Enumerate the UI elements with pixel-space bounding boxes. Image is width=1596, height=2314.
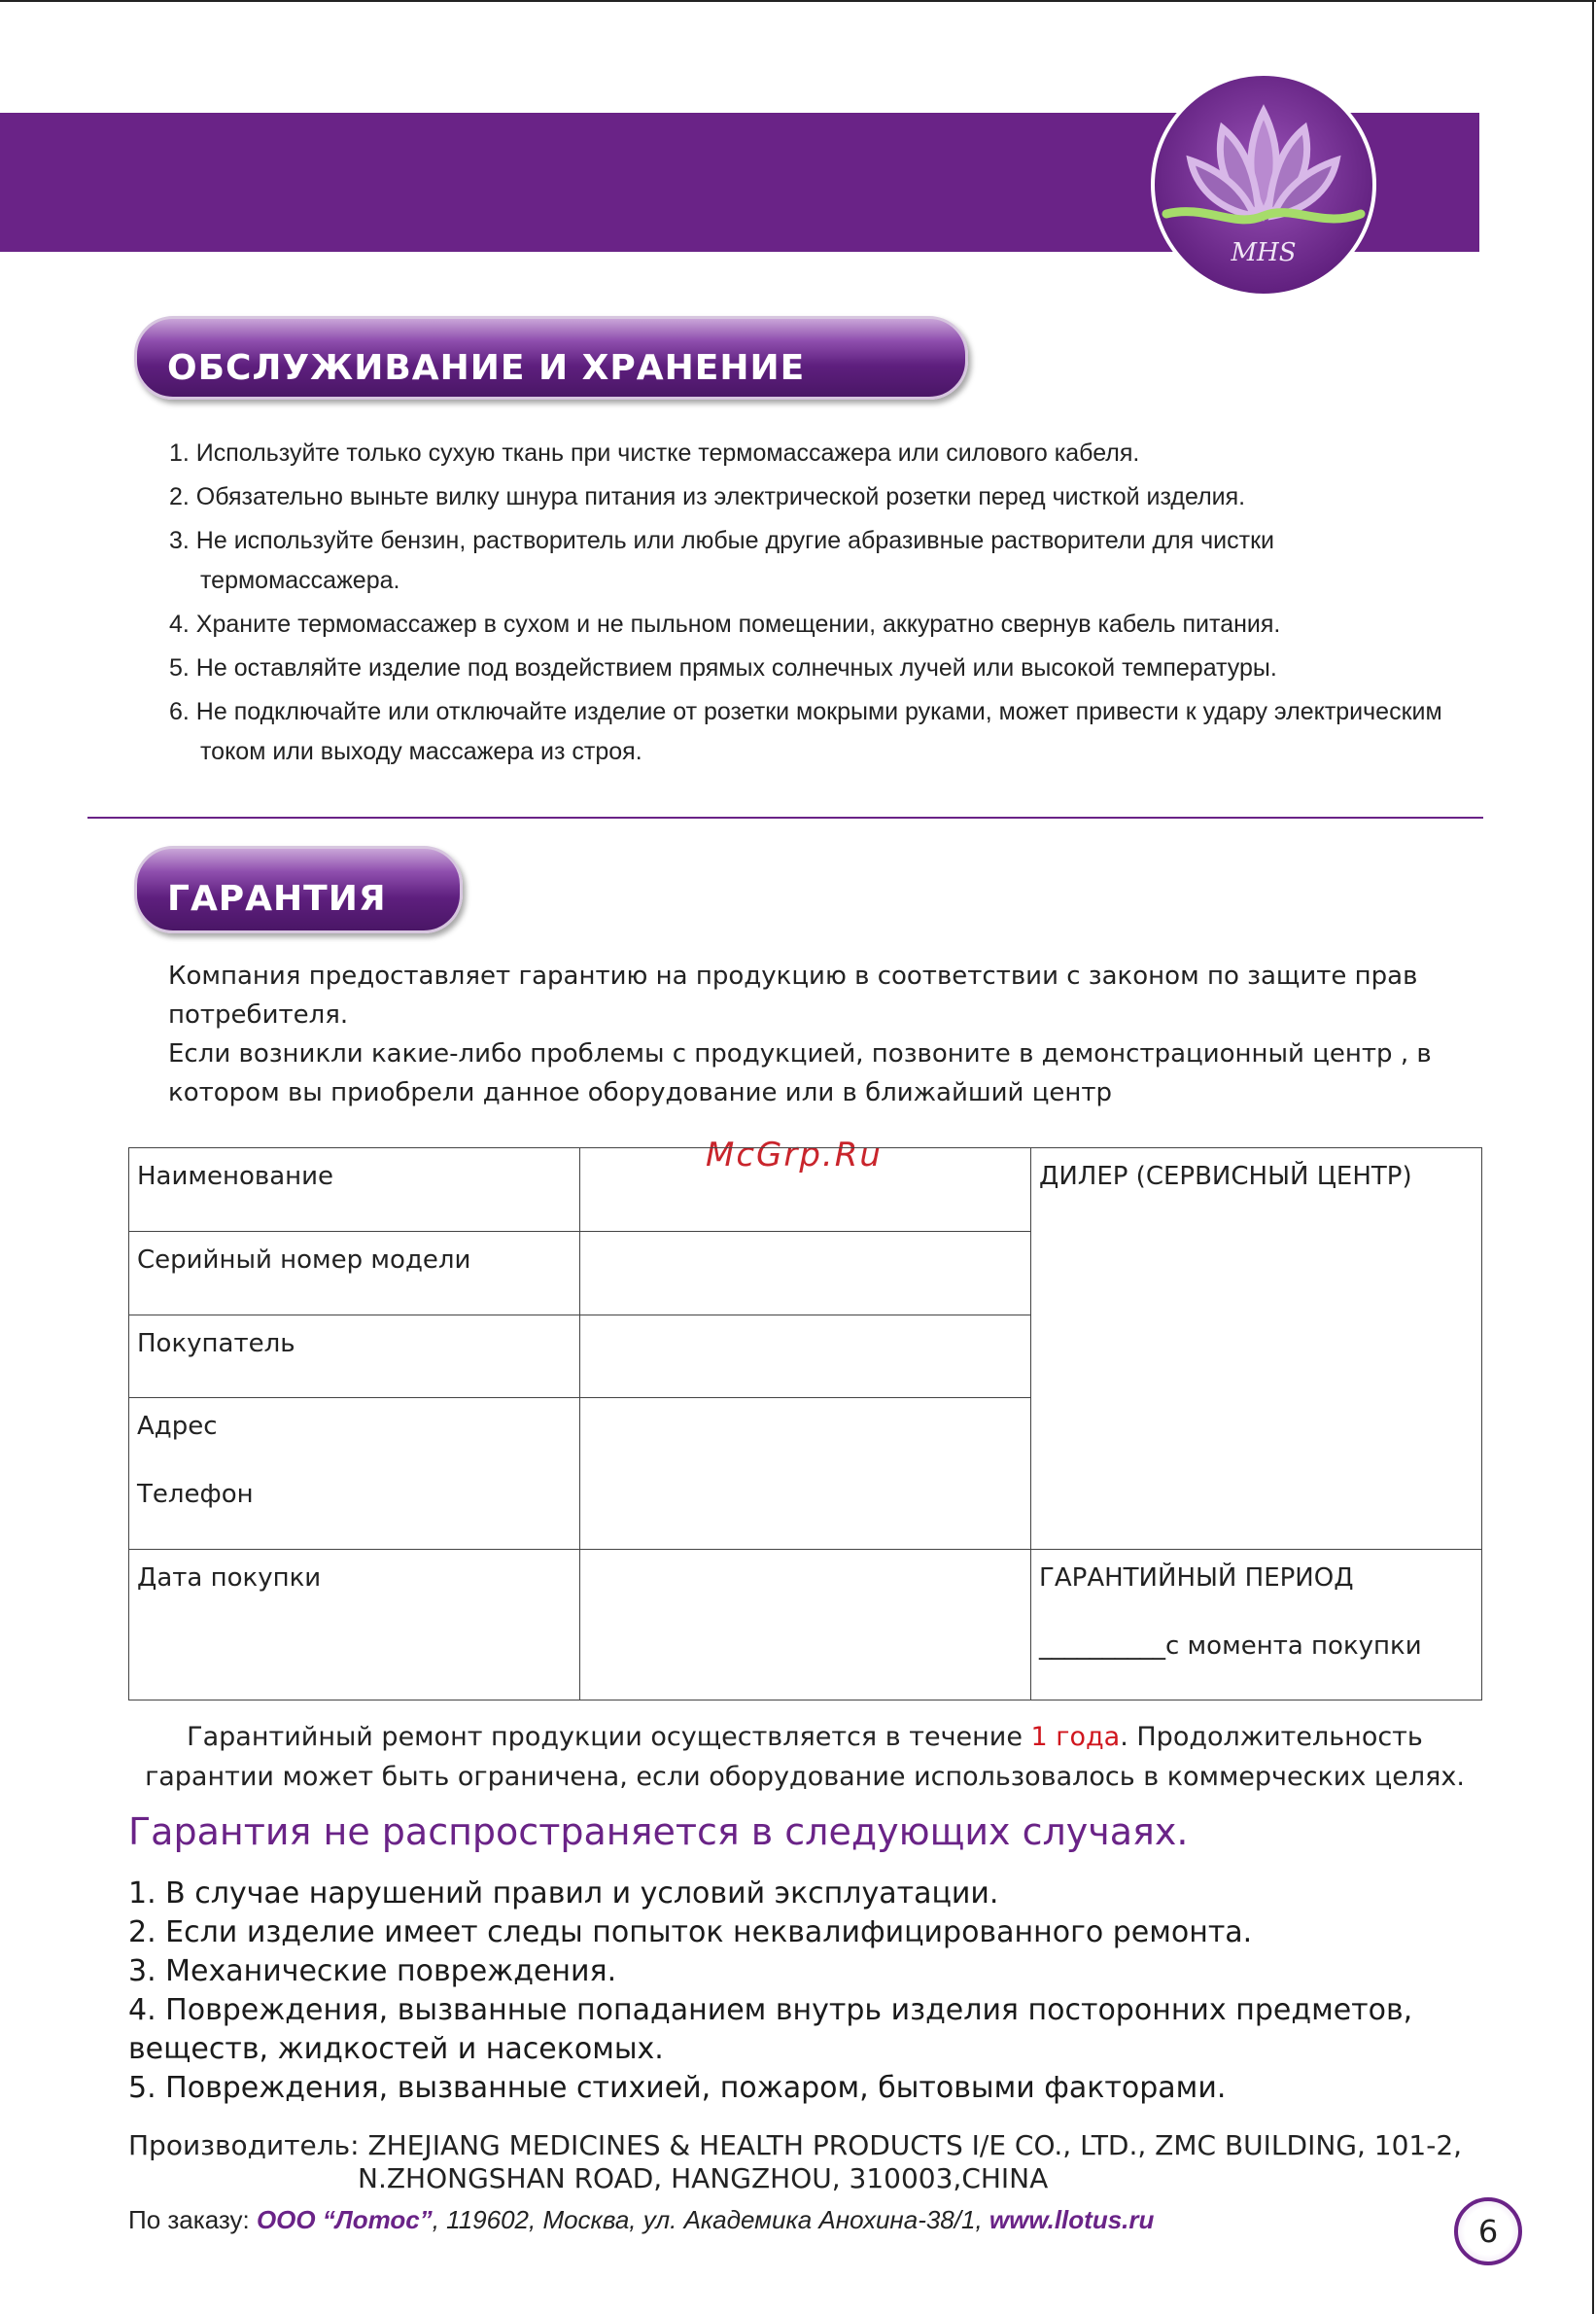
period-suffix: с момента покупки	[1165, 1631, 1422, 1661]
exclusions-list	[128, 1875, 1431, 2108]
field-serial[interactable]	[580, 1232, 1031, 1315]
warranty-heading: ГАРАНТИЯ	[167, 879, 387, 919]
list-item: 4. Повреждения, вызванные попаданием внутрь изделия посторонних предметов, веществ, жидкостей и насекомых.	[128, 1993, 1413, 2066]
page-right-border	[1592, 0, 1594, 2314]
list-item: 3. Механические повреждения.	[128, 1954, 617, 1988]
label-phone: Телефон	[137, 1480, 254, 1509]
page-top-border	[0, 0, 1596, 2]
list-item: 5. Повреждения, вызванные стихией, пожаром, бытовыми факторами.	[128, 2071, 1227, 2105]
order-info	[128, 2205, 1154, 2235]
warranty-card-table	[128, 1147, 1482, 1700]
service-heading: ОБСЛУЖИВАНИЕ И ХРАНЕНИЕ	[167, 348, 806, 388]
address-phone-cell	[129, 1398, 580, 1550]
list-item: 2. Если изделие имеет следы попыток неквалифицированного ремонта.	[128, 1915, 1253, 1949]
list-item: 5. Не оставляйте изделие под воздействием прямых солнечных лучей или высокой температуры.	[169, 654, 1277, 682]
lotus-logo	[1147, 68, 1380, 301]
label-address: Адрес	[137, 1412, 218, 1441]
list-item: 3. Не используйте бензин, растворитель или любые другие абразивные растворители для чистки термомассажера.	[169, 527, 1274, 594]
manufacturer-line1: Производитель: ZHEJIANG MEDICINES & HEALTH PRODUCTS I/E CO., LTD., ZMC BUILDING, 101-2,	[128, 2129, 1463, 2161]
order-label: По заказу:	[128, 2205, 257, 2234]
note-after: . Продолжительность гарантии может быть ограничена, если оборудование использовалось в коммерческих целях.	[145, 1722, 1465, 1792]
list-item: 1. Используйте только сухую ткань при чистке термомассажера или силового кабеля.	[169, 439, 1140, 467]
dealer-cell	[1031, 1148, 1482, 1550]
list-item: 2. Обязательно выньте вилку шнура питания из электрической розетки перед чисткой изделия.	[169, 483, 1246, 510]
watermark: McGrp.Ru	[706, 1136, 883, 1175]
period-cell	[1031, 1550, 1482, 1700]
note-before: Гарантийный ремонт продукции осуществляется в течение	[187, 1722, 1031, 1752]
field-buyer[interactable]	[580, 1315, 1031, 1398]
field-date[interactable]	[580, 1550, 1031, 1700]
warranty-intro-p1: Компания предоставляет гарантию на продукцию в соответствии с законом по защите прав потребителя.	[168, 962, 1418, 1030]
list-item: 1. В случае нарушений правил и условий эксплуатации.	[128, 1876, 999, 1911]
field-name[interactable]	[580, 1148, 1031, 1232]
exclusions-title: Гарантия не распространяется в следующих случаях.	[128, 1810, 1189, 1853]
page-number: 6	[1454, 2197, 1522, 2265]
list-item: 6. Не подключайте или отключайте изделие от розетки мокрыми руками, может привести к удару электрическим током или выходу массажера из строя.	[169, 698, 1442, 765]
label-dealer: ДИЛЕР (СЕРВИСНЫЙ ЦЕНТР)	[1039, 1162, 1412, 1191]
order-site-link[interactable]: www.llotus.ru	[989, 2205, 1155, 2234]
period-blank[interactable]: __________	[1039, 1631, 1165, 1661]
warranty-note	[128, 1717, 1481, 1797]
field-address-phone[interactable]	[580, 1398, 1031, 1550]
order-address: , 119602, Москва, ул. Академика Анохина-38/1,	[432, 2205, 989, 2234]
label-buyer: Покупатель	[129, 1315, 580, 1398]
list-item: 4. Храните термомассажер в сухом и не пыльном помещении, аккуратно свернув кабель питания.	[169, 611, 1281, 638]
label-date: Дата покупки	[129, 1550, 580, 1700]
order-company: ООО “Лотос”	[256, 2205, 433, 2234]
service-instructions-list	[169, 434, 1462, 776]
section-divider	[87, 817, 1483, 819]
manufacturer-line2: N.ZHONGSHAN ROAD, HANGZHOU, 310003,CHINA	[358, 2162, 1049, 2194]
label-period: ГАРАНТИЙНЫЙ ПЕРИОД	[1039, 1563, 1354, 1593]
warranty-intro-p2: Если возникли какие-либо проблемы с продукцией, позвоните в демонстрационный центр , в котором вы приобрели данное оборудование или в ближайший центр	[168, 1039, 1432, 1107]
manufacturer-info	[128, 2129, 1509, 2195]
note-highlight: 1 года	[1030, 1722, 1121, 1752]
label-name: Наименование	[129, 1148, 580, 1232]
label-serial: Серийный номер модели	[129, 1232, 580, 1315]
logo-text: MHS	[1231, 238, 1297, 267]
